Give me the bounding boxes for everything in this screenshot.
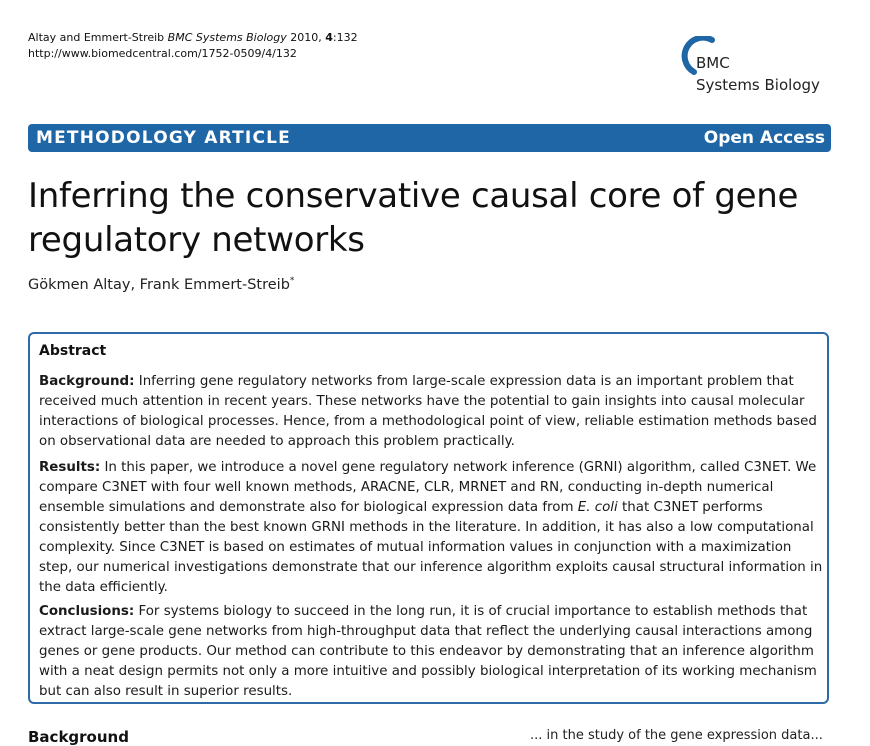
citation-volume: 4: [325, 31, 333, 44]
abstract-box: [28, 332, 829, 704]
citation-url[interactable]: http://www.biomedcentral.com/1752-0509/4/132: [28, 47, 297, 60]
citation-authors: Altay and Emmert-Streib: [28, 31, 165, 44]
results-label: Results:: [39, 460, 101, 475]
citation: [28, 30, 358, 62]
open-access-label: Open Access: [703, 128, 825, 148]
corresponding-marker: *: [289, 276, 295, 286]
abstract-background: [39, 372, 824, 452]
citation-journal: BMC Systems Biology: [167, 31, 287, 44]
authors: [28, 276, 294, 293]
background-label: Background:: [39, 374, 135, 389]
abstract-heading: Abstract: [39, 343, 107, 359]
results-text-a: In this paper, we introduce a novel gene regulatory network inference (GRNI) algorithm, called C3NET. We compare C3NET with four well known methods, ARACNE, CLR, MRNET and RN, conducting in-depth numerical ensemble simulations and demonstrate also for biological expression data from: [39, 460, 817, 515]
citation-year: 2010,: [290, 31, 322, 44]
conclusions-label: Conclusions:: [39, 604, 135, 619]
article-type-banner: [28, 124, 831, 152]
article-type: METHODOLOGY ARTICLE: [36, 128, 291, 148]
results-italic: E. coli: [577, 500, 618, 515]
citation-line-1: [28, 30, 358, 46]
section-heading-background: Background: [28, 728, 129, 746]
author-names: Gökmen Altay, Frank Emmert-Streib: [28, 276, 290, 293]
logo-journal-text: Systems Biology: [696, 76, 820, 94]
abstract-conclusions: [39, 602, 824, 702]
results-text-b: that C3NET performs consistently better than the best known GRNI methods in the literature. In addition, it has also a low computational complexity. Since C3NET is based on estimates of mutual information values in conjunction with a maximization step, our numerical investigations demonstrate that our inference algorithm exploits causal structural information in the data efficiently.: [39, 500, 823, 595]
section-text-fragment: ... in the study of the gene expression data...: [530, 728, 823, 743]
conclusions-text: For systems biology to succeed in the long run, it is of crucial importance to establish methods that extract large-scale gene networks from high-throughput data that reflect the underlying causal interactions among genes or gene products. Our method can contribute to this endeavor by demonstrating that an inference algorithm with a neat design permits not only a more intuitive and possibly biological interpretation of its working mechanism but can also result in superior results.: [39, 604, 817, 699]
bmc-logo: [678, 36, 838, 100]
background-text: Inferring gene regulatory networks from large-scale expression data is an important problem that received much attention in recent years. These networks have the potential to gain insights into causal molecular interactions of biological processes. Hence, from a methodological point of view, reliable estimation methods based on observational data are needed to approach this problem practically.: [39, 374, 817, 449]
logo-bmc-text: BMC: [696, 54, 730, 72]
page-title: Inferring the conservative causal core of gene regulatory networks: [28, 176, 799, 260]
abstract-results: [39, 458, 824, 598]
citation-issue: :132: [332, 31, 358, 44]
